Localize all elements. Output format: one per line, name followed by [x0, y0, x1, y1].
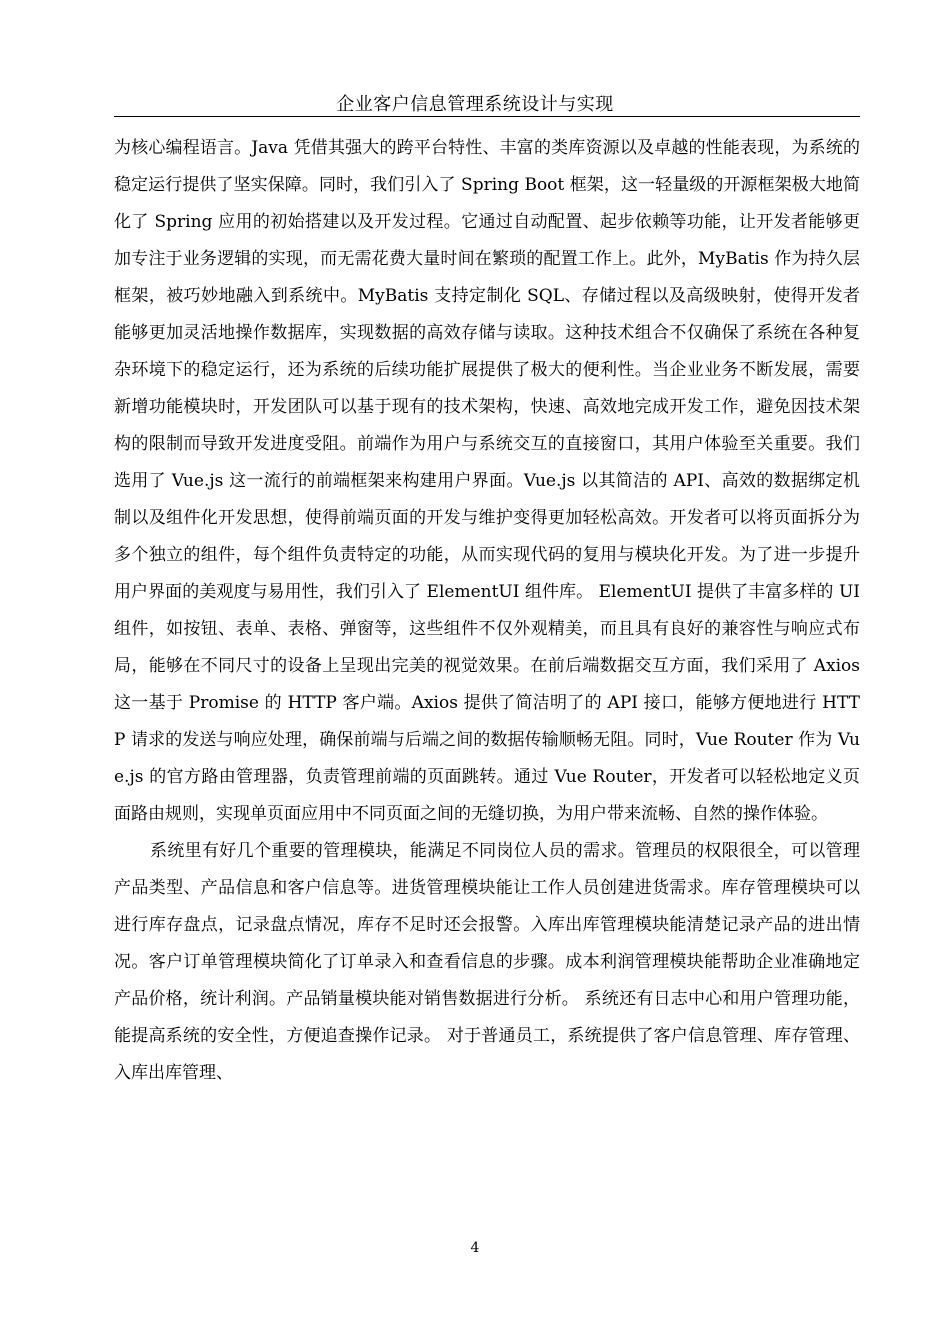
body-text: [114, 130, 860, 1092]
header-rule: [114, 116, 860, 117]
paragraph-tech-stack: 为核心编程语言。Java 凭借其强大的跨平台特性、丰富的类库资源以及卓越的性能表现，为系统的稳定运行提供了坚实保障。同时，我们引入了 Spring Boot 框架，这一轻量级的开源框架极大地简化了 Spring 应用的初始搭建以及开发过程。它通过自动配置、起步依赖等功能，让开发者能够更加专注于业务逻辑的实现，而无需花费大量时间在繁琐的配置工作上。此外，MyBatis 作为持久层框架，被巧妙地融入到系统中。MyBatis 支持定制化 SQL、存储过程以及高级映射，使得开发者能够更加灵活地操作数据库，实现数据的高效存储与读取。这种技术组合不仅确保了系统在各种复杂环境下的稳定运行，还为系统的后续功能扩展提供了极大的便利性。当企业业务不断发展，需要新增功能模块时，开发团队可以基于现有的技术架构，快速、高效地完成开发工作，避免因技术架构的限制而导致开发进度受阻。前端作为用户与系统交互的直接窗口，其用户体验至关重要。我们选用了 Vue.js 这一流行的前端框架来构建用户界面。Vue.js 以其简洁的 API、高效的数据绑定机制以及组件化开发思想，使得前端页面的开发与维护变得更加轻松高效。开发者可以将页面拆分为多个独立的组件，每个组件负责特定的功能，从而实现代码的复用与模块化开发。为了进一步提升用户界面的美观度与易用性，我们引入了 ElementUI 组件库。 ElementUI 提供了丰富多样的 UI 组件，如按钮、表单、表格、弹窗等，这些组件不仅外观精美，而且具有良好的兼容性与响应式布局，能够在不同尺寸的设备上呈现出完美的视觉效果。在前后端数据交互方面，我们采用了 Axios 这一基于 Promise 的 HTTP 客户端。Axios 提供了简洁明了的 API 接口，能够方便地进行 HTTP 请求的发送与响应处理，确保前端与后端之间的数据传输顺畅无阻。同时，Vue Router 作为 Vue.js 的官方路由管理器，负责管理前端的页面跳转。通过 Vue Router，开发者可以轻松地定义页面路由规则，实现单页面应用中不同页面之间的无缝切换，为用户带来流畅、自然的操作体验。: [114, 138, 860, 824]
page-number: 4: [470, 1240, 480, 1256]
paragraph-modules: 系统里有好几个重要的管理模块，能满足不同岗位人员的需求。管理员的权限很全，可以管理产品类型、产品信息和客户信息等。进货管理模块能让工作人员创建进货需求。库存管理模块可以进行库存盘点，记录盘点情况，库存不足时还会报警。入库出库管理模块能清楚记录产品的进出情况。客户订单管理模块简化了订单录入和查看信息的步骤。成本利润管理模块能帮助企业准确地定产品价格，统计利润。产品销量模块能对销售数据进行分析。 系统还有日志中心和用户管理功能，能提高系统的安全性，方便追查操作记录。 对于普通员工，系统提供了客户信息管理、库存管理、入库出库管理、: [114, 841, 860, 1083]
running-header-title: 企业客户信息管理系统设计与实现: [336, 94, 614, 115]
